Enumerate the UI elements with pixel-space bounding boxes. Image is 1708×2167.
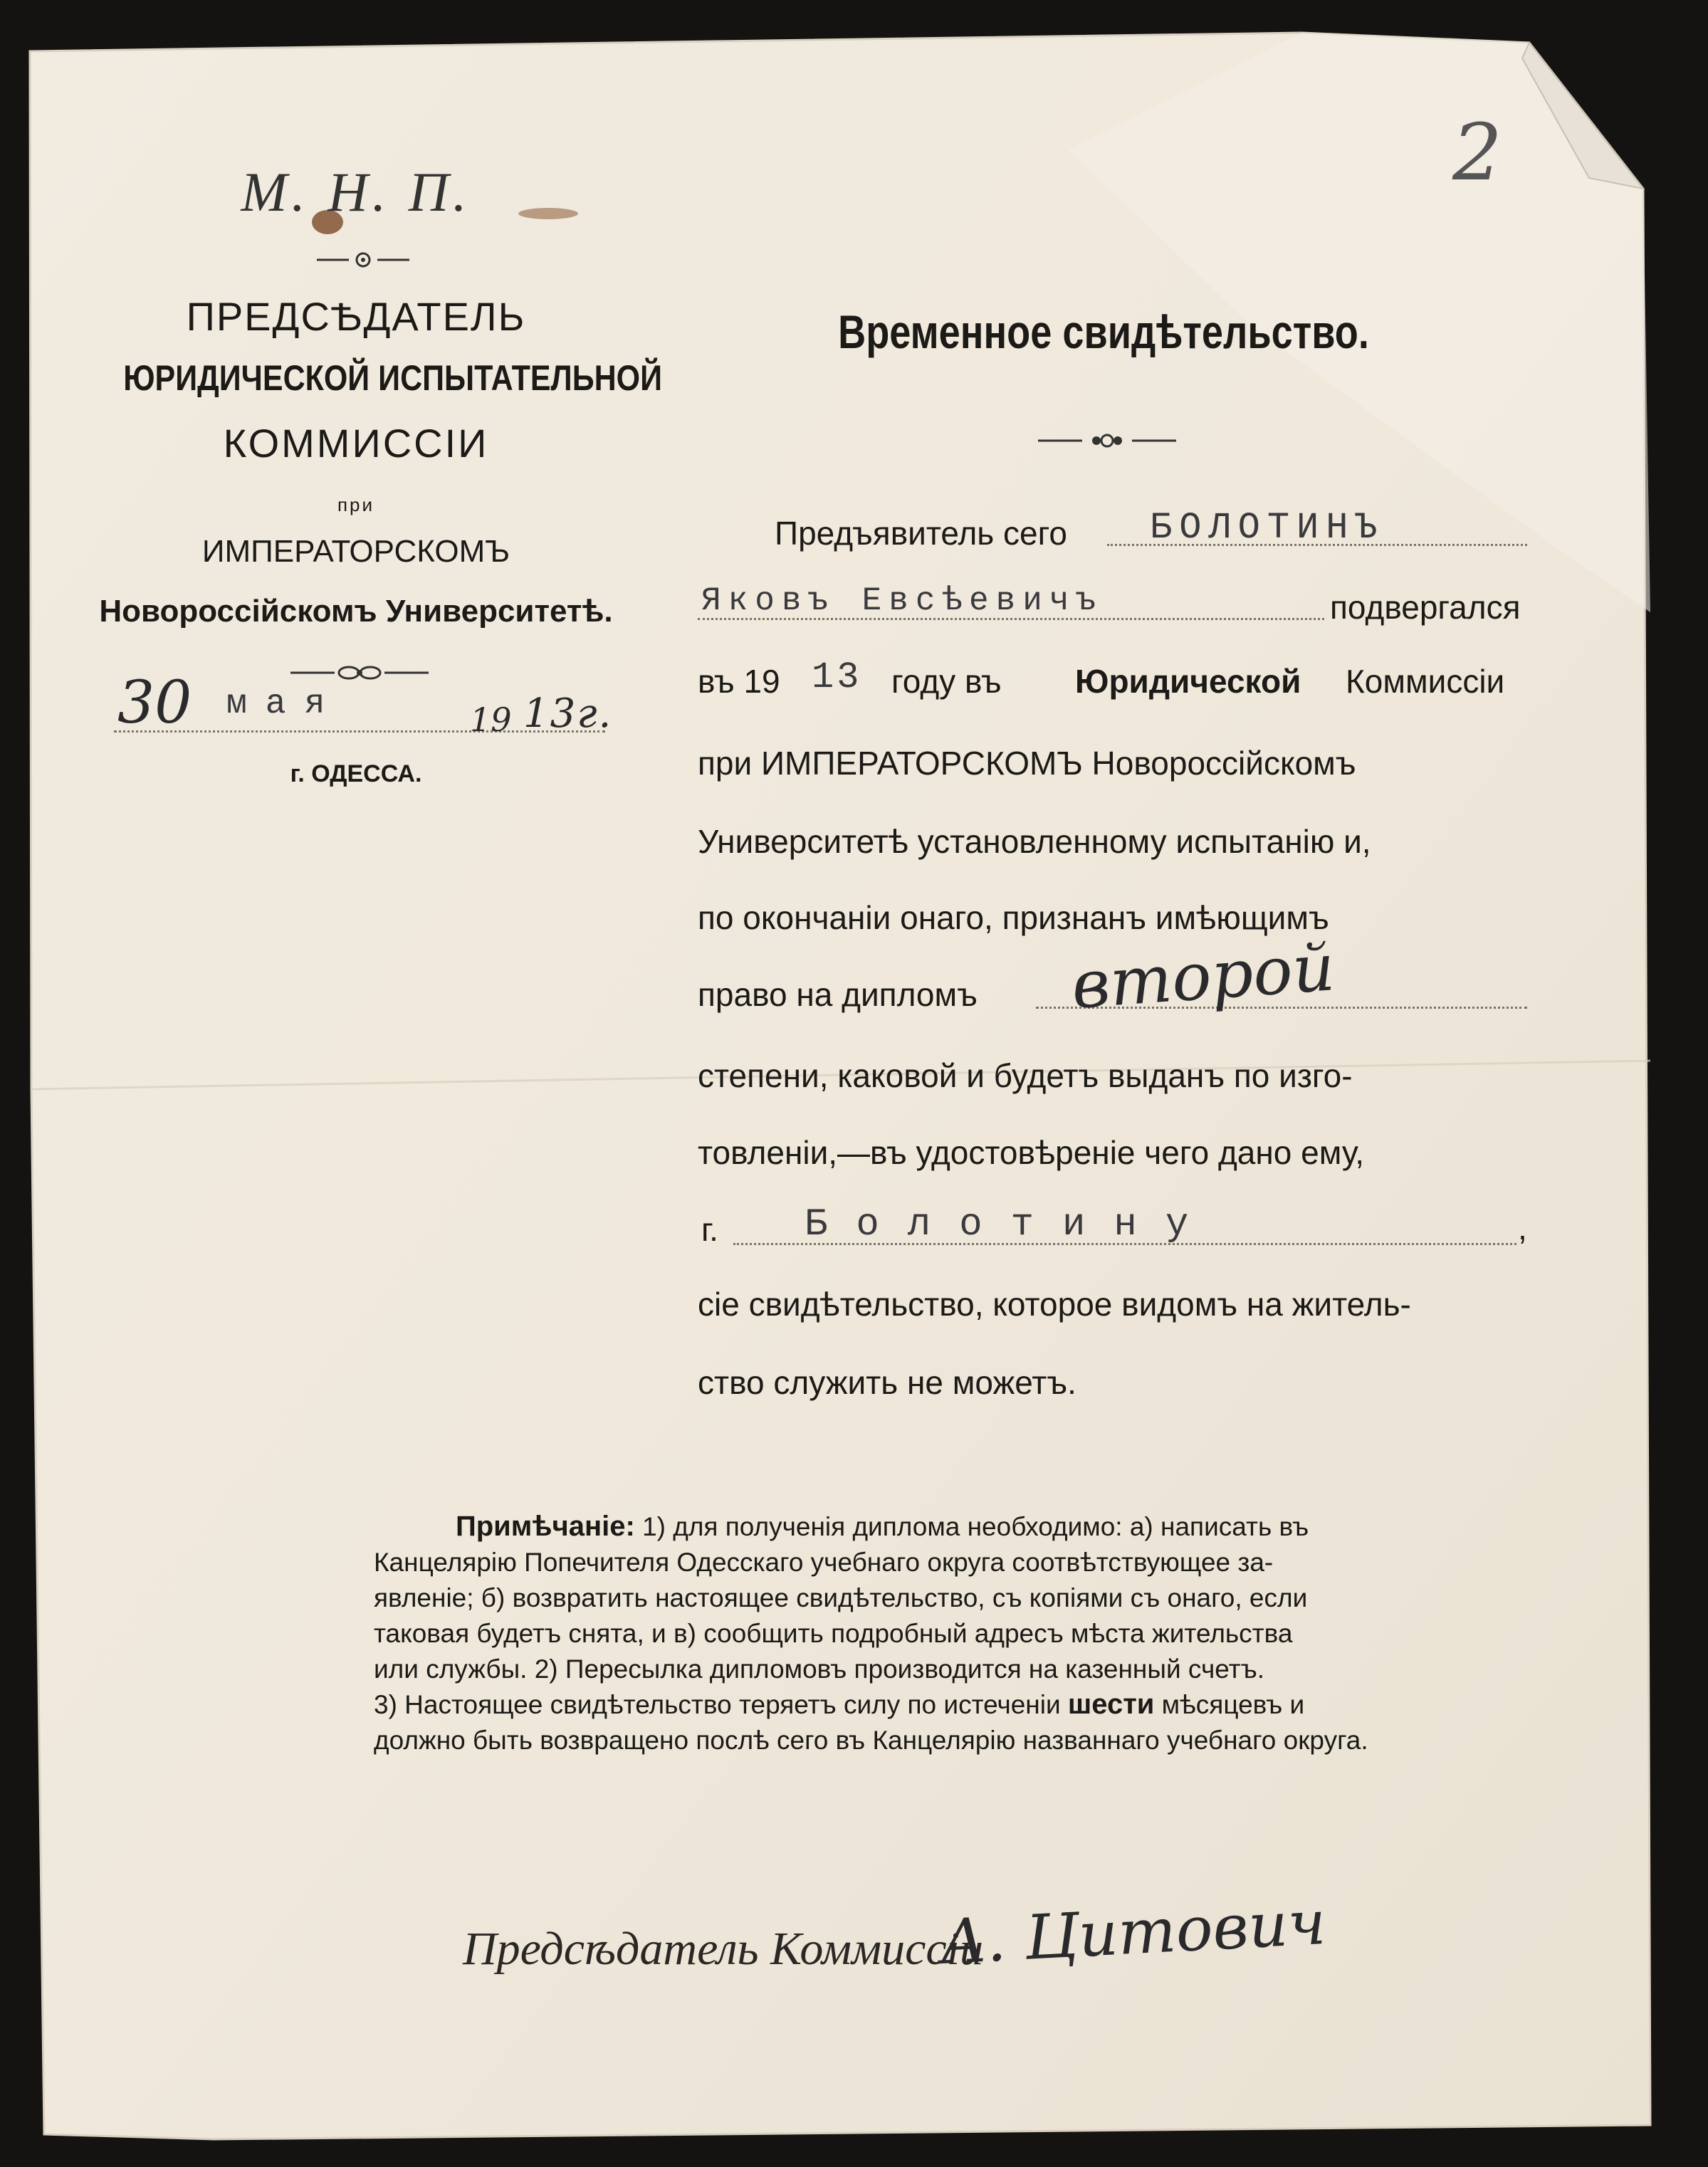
ornament-divider-icon xyxy=(310,251,416,269)
date-day: 30 xyxy=(117,669,192,737)
body-commission: Коммиссіи xyxy=(1346,663,1505,700)
header-city: г. ОДЕССА. xyxy=(290,760,422,787)
note-line-5: или службы. 2) Пересылка дипломовъ производится на казенный счетъ. xyxy=(374,1654,1264,1684)
body-diploma-label: право на дипломъ xyxy=(698,976,978,1013)
note-line-6-b: мѣсяцевъ и xyxy=(1161,1690,1305,1719)
date-year-suffix: 13г. xyxy=(523,691,613,737)
ornament-divider-icon xyxy=(1032,431,1182,451)
body-line-12: ство служить не можетъ. xyxy=(698,1364,1076,1401)
body-line-9: товленіи,—въ удостовѣреніе чего дано ему, xyxy=(698,1134,1365,1171)
note-line-1 xyxy=(456,1509,1309,1544)
monogram: М. Н. П. xyxy=(241,161,471,223)
bearer-name: Яковъ Евсѣевичъ xyxy=(701,582,1104,619)
note-line-4: таковая будетъ снята, и в) сообщить подробный адресъ мѣста жительства xyxy=(374,1619,1293,1648)
signature-name: А. Цитович xyxy=(938,1887,1328,1979)
note-line-1-text: 1) для полученія диплома необходимо: а) написать въ xyxy=(642,1512,1309,1541)
header-pri: при xyxy=(337,494,375,515)
body-comma: , xyxy=(1518,1210,1527,1247)
document-title: Временное свидѣтельство. xyxy=(838,305,1369,358)
header-imperial: ИМПЕРАТОРСКОМЪ xyxy=(201,534,510,569)
body-year: 13 xyxy=(812,656,862,698)
date-month: мая xyxy=(226,685,344,723)
body-line-4: при ИМПЕРАТОРСКОМЪ Новороссійскомъ xyxy=(698,745,1356,782)
header-commission-type: ЮРИДИЧЕСКОЙ ИСПЫТАТЕЛЬНОЙ xyxy=(123,358,663,398)
note-line-3: явленіе; б) возвратить настоящее свидѣтельство, съ копіями съ онаго, если xyxy=(374,1583,1308,1612)
note-line-2: Канцелярію Попечителя Одесскаго учебнаго округа соотвѣтствующее за- xyxy=(374,1548,1274,1577)
header-university: Новороссійскомъ Университетѣ. xyxy=(99,594,613,629)
note-line-6 xyxy=(374,1687,1304,1722)
date-year-prefix: 19 xyxy=(470,701,512,739)
diploma-degree: второй xyxy=(1069,929,1338,1024)
recipient-name: Болотину xyxy=(805,1203,1217,1247)
body-juridical: Юридической xyxy=(1075,663,1301,700)
ornament-divider-icon xyxy=(285,662,434,683)
bearer-surname: БОЛОТИНЪ xyxy=(1150,507,1385,549)
note-six: шести xyxy=(1067,1689,1155,1720)
header-commission: КОММИССІИ xyxy=(223,421,489,466)
body-year-prefix: въ 19 xyxy=(698,663,780,700)
body-bearer-label: Предъявитель сего xyxy=(775,515,1067,552)
body-line-11: сіе свидѣтельство, которое видомъ на житель- xyxy=(698,1286,1411,1323)
header-chairman: ПРЕДСѢДАТЕЛЬ xyxy=(186,294,526,339)
note-label: Примѣчаніе: xyxy=(456,1511,635,1542)
body-year-suffix: году въ xyxy=(891,663,1002,700)
note-line-6-a: 3) Настоящее свидѣтельство теряетъ силу по истеченіи xyxy=(374,1690,1061,1719)
body-line-8: степени, каковой и будетъ выданъ по изго- xyxy=(698,1057,1353,1094)
body-line-5: Университетѣ установленному испытанію и, xyxy=(698,823,1371,860)
corner-page-number: 2 xyxy=(1452,107,1502,198)
note-line-7: должно быть возвращено послѣ сего въ Канцелярію названнаго учебнаго округа. xyxy=(374,1726,1368,1755)
body-g-label: г. xyxy=(701,1211,718,1248)
body-underwent: подвергался xyxy=(1330,589,1521,626)
body-line-6: по окончаніи онаго, признанъ имѣющимъ xyxy=(698,899,1329,936)
signature-label: Предсѣдатель Коммиссіи xyxy=(463,1923,983,1975)
